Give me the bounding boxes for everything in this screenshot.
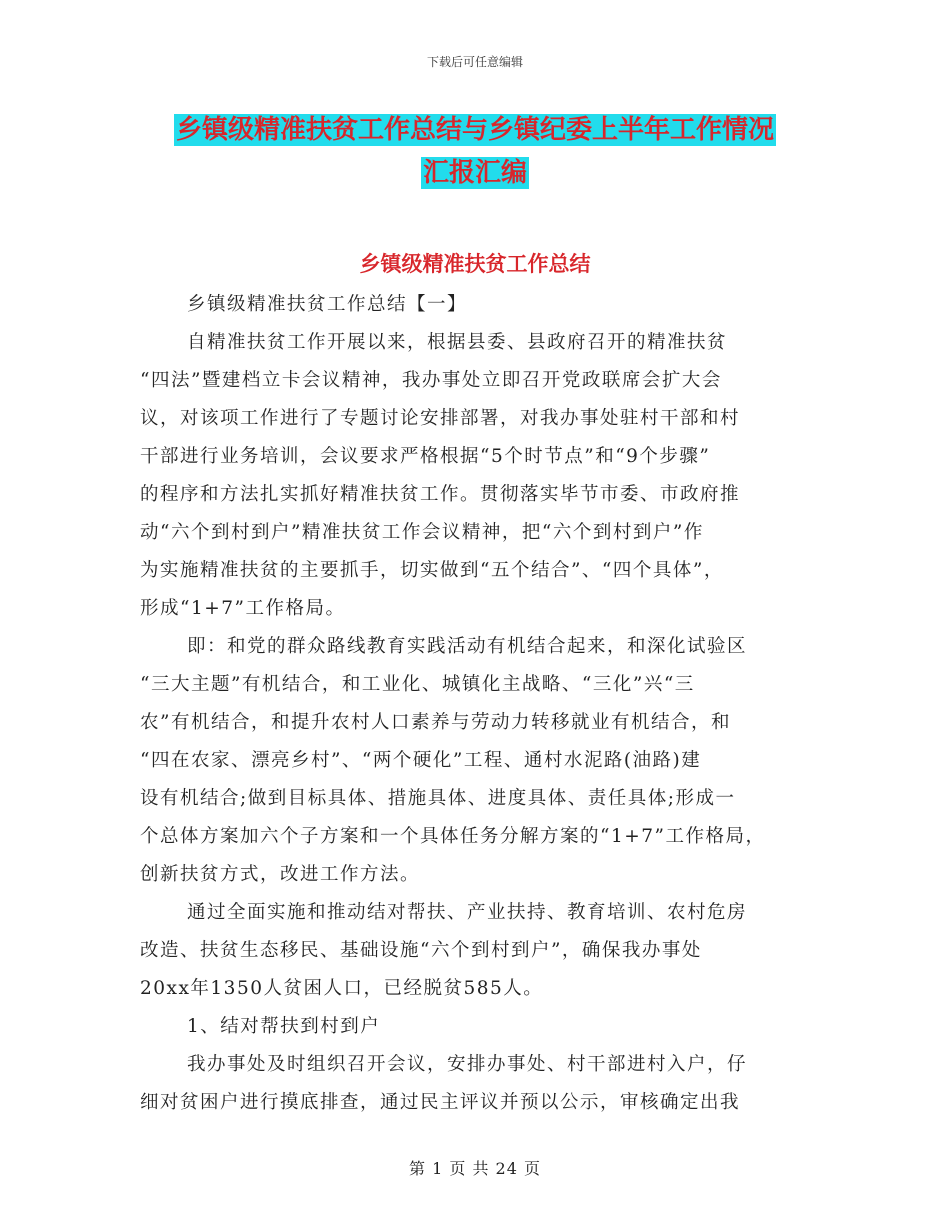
document-title-line-1: 乡镇级精准扶贫工作总结与乡镇纪委上半年工作情况	[175, 115, 774, 145]
body-line: 即：和党的群众路线教育实践活动有机结合起来，和深化试验区	[187, 636, 748, 657]
body-line: 农”有机结合，和提升农村人口素养与劳动力转移就业有机结合，和	[140, 712, 731, 733]
body-line: “四在农家、漂亮乡村”、“两个硬化”工程、通村水泥路(油路)建	[140, 750, 702, 771]
body-line: 的程序和方法扎实抓好精准扶贫工作。贯彻落实毕节市委、市政府推	[140, 484, 741, 505]
body-line: 设有机结合;做到目标具体、措施具体、进度具体、责任具体;形成一	[140, 788, 736, 809]
body-line: 自精准扶贫工作开展以来，根据县委、县政府召开的精准扶贫	[187, 332, 728, 353]
body-line: “三大主题”有机结合，和工业化、城镇化主战略、“三化”兴“三	[140, 674, 695, 695]
body-line: 形成“1+7”工作格局。	[140, 598, 346, 619]
header-note: 下载后可任意编辑	[426, 55, 523, 69]
page-footer: 第 1 页 共 24 页	[409, 1159, 541, 1178]
body-line: 细对贫困户进行摸底排查，通过民主评议并预以公示，审核确定出我	[140, 1092, 741, 1113]
body-line: 我办事处及时组织召开会议，安排办事处、村干部进村入户，仔	[187, 1054, 748, 1075]
body-line: 创新扶贫方式，改进工作方法。	[140, 864, 421, 885]
body-line: 议，对该项工作进行了专题讨论安排部署，对我办事处驻村干部和村	[140, 408, 741, 429]
body-line: 干部进行业务培训，会议要求严格根据“5个时节点”和“9个步骤”	[140, 446, 711, 467]
body-line: 通过全面实施和推动结对帮扶、产业扶持、教育培训、农村危房	[187, 902, 748, 923]
body-line: 动“六个到村到户”精准扶贫工作会议精神，把“六个到村到户”作	[140, 522, 704, 543]
body-line: “四法”暨建档立卡会议精神，我办事处立即召开党政联席会扩大会	[140, 370, 722, 391]
body-line: 改造、扶贫生态移民、基础设施“六个到村到户”，确保我办事处	[140, 940, 702, 961]
body-line: 20xx年1350人贫困人口，已经脱贫585人。	[140, 978, 544, 999]
body-line: 为实施精准扶贫的主要抓手，切实做到“五个结合”、“四个具体”，	[140, 560, 724, 581]
section-title: 乡镇级精准扶贫工作总结	[359, 252, 591, 276]
body-line: 乡镇级精准扶贫工作总结【一】	[187, 294, 468, 315]
body-line: 个总体方案加六个子方案和一个具体任务分解方案的“1+7”工作格局，	[140, 826, 766, 847]
body-line: 1、结对帮扶到村到户	[187, 1016, 381, 1037]
document-title-line-2: 汇报汇编	[422, 158, 527, 188]
